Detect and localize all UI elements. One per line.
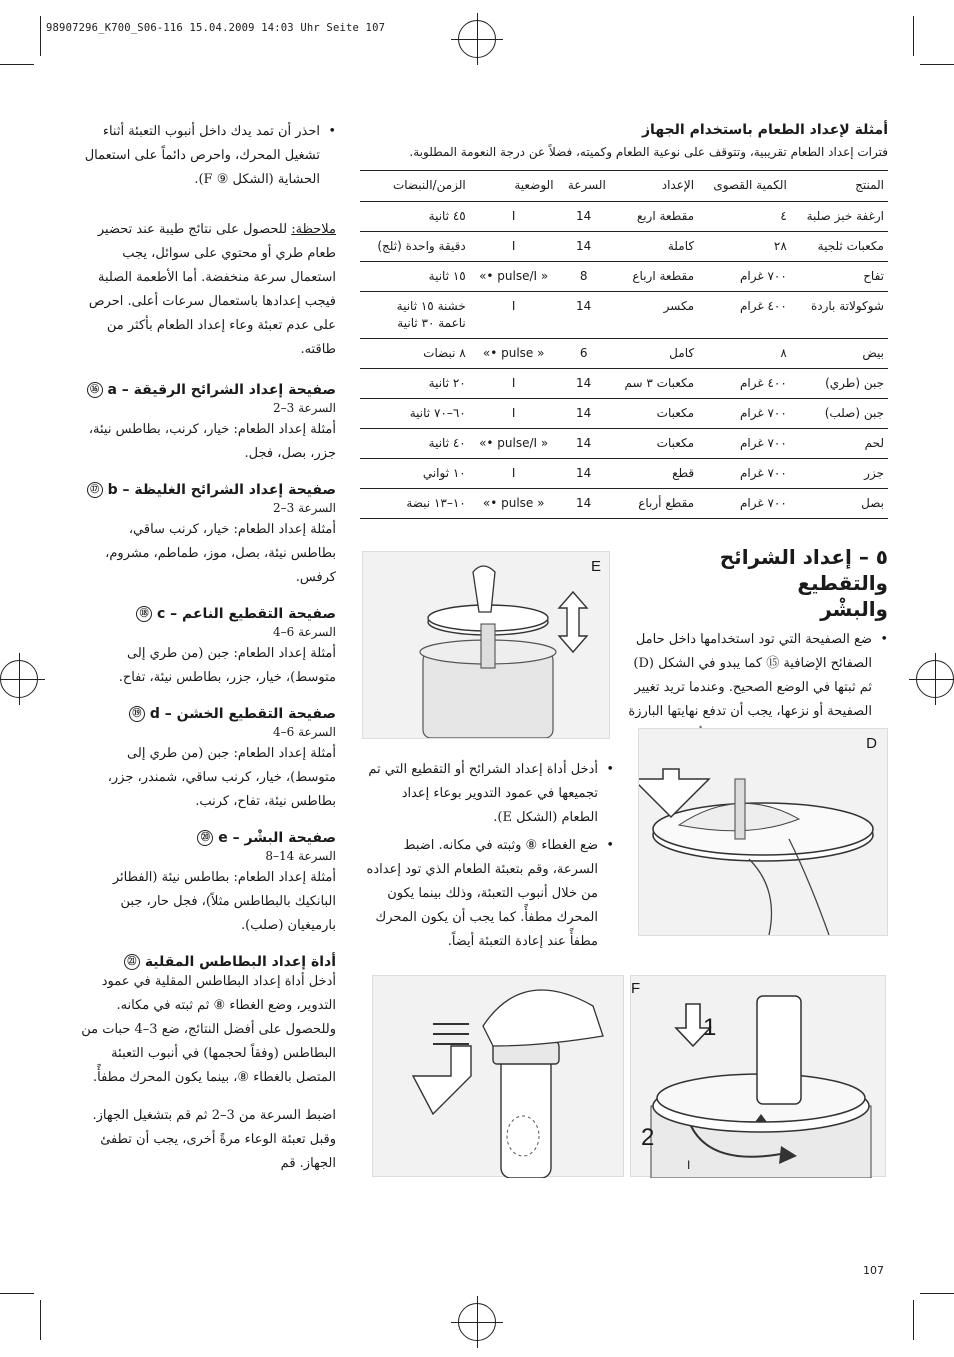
figure-d-illustration: [639, 729, 887, 935]
cell: ٢٨: [698, 232, 791, 262]
examples-subtitle: فترات إعداد الطعام تقريبية، وتتوقف على نوعية الطعام وكميته، فضلاً عن درجة النعومة المطلوبة.: [409, 145, 888, 159]
ref-number: ⑯: [87, 382, 103, 398]
cell: ١٠–١٣ نبضة: [360, 489, 470, 519]
cell: ٧٠٠ غرام: [698, 489, 791, 519]
col-header: السرعة: [558, 171, 610, 202]
table-row: [360, 399, 888, 429]
cell: جزر: [791, 459, 888, 489]
cell: ٧٠٠ غرام: [698, 459, 791, 489]
cell: خشنة ١٥ ثانية ناعمة ٣٠ ثانية: [360, 292, 470, 339]
cell: 8: [558, 262, 610, 292]
note-text: للحصول على نتائج طيبة عند تحضير طعام طري أو محتوي على سوائل، يجب استعمال سرعة منخفضة. أما الأطعمة الصلبة فيجب إعدادها باستعمال سرعات أعلى. احرص على عدم تعبئة وعاء إعداد الطعام بأكثر من طاقته.: [88, 222, 336, 357]
crop-mark: [913, 1300, 914, 1340]
crop-mark: [920, 1293, 954, 1294]
cell: ١٥ ثانية: [360, 262, 470, 292]
table-header-row: [360, 171, 888, 202]
ref-number: ⑰: [87, 482, 103, 498]
note: [80, 218, 336, 362]
table-row: [360, 262, 888, 292]
section-5-title-line1: ٥ – إعداد الشرائح والتقطيع: [719, 545, 888, 595]
section-5-title-line2: والبشْر: [820, 597, 888, 621]
bullet-text: ضع الصفيحة التي تود استخدامها داخل حامل الصفائح الإضافية ⑮ كما يبدو في الشكل (D) ثم ثبتها في الوضع الصحيح. وعندما تريد تغيير الصفيحة أو نزعها، يجب أن تدفع نهايتها البارزة: [628, 632, 872, 719]
figure-f-right-illustration: [631, 976, 887, 1178]
table-row: [360, 339, 888, 369]
cell: لحم: [791, 429, 888, 459]
cell: ٤٠٠ غرام: [698, 369, 791, 399]
cell: ١٠ ثواني: [360, 459, 470, 489]
figure-e: [362, 551, 610, 739]
cell: « pulse •»: [470, 489, 558, 519]
cell: « pulse/I •»: [470, 429, 558, 459]
crop-mark: [40, 16, 41, 56]
figure-e-illustration: [363, 552, 609, 738]
cell: ٤: [698, 202, 791, 232]
cell: تفاح: [791, 262, 888, 292]
bullet-dot: •: [606, 762, 614, 777]
table-row: [360, 459, 888, 489]
cell: ٦٠–٧٠ ثانية: [360, 399, 470, 429]
cell: ٤٠٠ غرام: [698, 292, 791, 339]
figure-f-right-panel: [630, 975, 886, 1177]
bullet-warning: [80, 120, 336, 192]
cell: I: [470, 232, 558, 262]
cell: 14: [558, 459, 610, 489]
crop-mark: [0, 1293, 34, 1294]
figure-d: [638, 728, 888, 936]
registration-mark: [458, 20, 496, 58]
bullet-dot: •: [606, 838, 614, 853]
ref-number: ⑳: [197, 830, 213, 846]
cell: ٤٠ ثانية: [360, 429, 470, 459]
figure-f: [372, 975, 886, 1177]
cell: 14: [558, 369, 610, 399]
disc-section-c: [80, 606, 336, 690]
cell: I: [470, 202, 558, 232]
table-row: [360, 292, 888, 339]
examples-title: أمثلة لإعداد الطعام باستخدام الجهاز: [642, 122, 888, 138]
cell: I: [470, 459, 558, 489]
cell: مقطع أرباع: [610, 489, 698, 519]
crop-mark: [920, 64, 954, 65]
cell: « pulse/I •»: [470, 262, 558, 292]
disc-section-a: [80, 382, 336, 466]
cell: مكعبات ثلجية: [791, 232, 888, 262]
examples-table: [360, 170, 888, 519]
col-header: الزمن/النبضات: [360, 171, 470, 202]
examples-heading: [360, 122, 888, 162]
note-label: ملاحظة:: [291, 222, 336, 237]
registration-mark: [0, 660, 38, 698]
section-5-bullet-3: [362, 834, 614, 954]
cell: كامل: [610, 339, 698, 369]
speed-text: السرعة 6–4: [272, 725, 336, 739]
cell: 14: [558, 489, 610, 519]
ref-number: ⑱: [136, 606, 152, 622]
cell: جبن (صلب): [791, 399, 888, 429]
disc-section-b: [80, 482, 336, 590]
cell: ٤٥ ثانية: [360, 202, 470, 232]
cell: ٢٠ ثانية: [360, 369, 470, 399]
bullet-warning-text: احذر أن تمد يدك داخل أنبوب التعبئة أثناء تشغيل المحرك، واحرص دائماً على استعمال الحشاية (الشكل ⑨ F).: [84, 124, 320, 187]
cell: 14: [558, 429, 610, 459]
section-5-title: [626, 544, 888, 622]
section-title: صفيحة إعداد الشرائح الغليظة – b ⑰: [80, 482, 336, 498]
figure-label-e: E: [590, 558, 601, 575]
disc-section-d: [80, 706, 336, 814]
section-5: [626, 544, 888, 748]
cell: مقطعة ارباع: [610, 262, 698, 292]
disc-section-e: [80, 830, 336, 938]
table-row: [360, 489, 888, 519]
figure-label-f: F: [631, 980, 641, 997]
table-row: [360, 369, 888, 399]
speed-text: السرعة 3–2: [272, 401, 336, 415]
bullet-text: ضع الغطاء ⑧ وثبته في مكانه. اضبط السرعة، وقم بتعبئة الطعام الذي تود إعداده من خلال أنبوب التعبئة، وذلك بينما يكون المحرك مطفأً. كما يجب أن يكون المحرك مطفأً عند إعادة التعبئة أيضاً.: [366, 838, 598, 949]
cell: I: [470, 399, 558, 429]
table-row: [360, 202, 888, 232]
cell: ٧٠٠ غرام: [698, 429, 791, 459]
section-text: أمثلة إعداد الطعام: خيار، كرنب ساقي، بطاطس نيئة، بصل، موز، طماطم، مشروم، كرفس.: [105, 522, 336, 585]
cell: مقطعة اربع: [610, 202, 698, 232]
cell: 14: [558, 399, 610, 429]
ref-number: ㉑: [124, 954, 140, 970]
figure-label-d: D: [866, 735, 877, 752]
cell: 14: [558, 232, 610, 262]
cell: مكسر: [610, 292, 698, 339]
section-text: أمثلة إعداد الطعام: بطاطس نيئة (الفطائر البانكيك بالبطاطس مثلاً)، فجل حار، جبن بارميغيان (صلب).: [112, 870, 336, 933]
cell: دقيقة واحدة (ثلج): [360, 232, 470, 262]
cell: 6: [558, 339, 610, 369]
fries-text: أدخل أداة إعداد البطاطس المقلية في عمود التدوير، وضع الغطاء ⑧ ثم ثبته في مكانه. وللحصول على أفضل النتائج، ضع 3–4 حبات من البطاطس (وفقاً لحجمها) في أنبوب التعبئة المتصل بالغطاء ⑧، بينما يكون المحرك مطفأً.: [81, 974, 336, 1085]
crop-mark: [40, 1300, 41, 1340]
crop-mark: [0, 64, 34, 65]
section-title: صفيحة البشْر – e ⑳: [80, 830, 336, 846]
bullet-dot: •: [880, 632, 888, 647]
cell: I: [470, 369, 558, 399]
page-number: 107: [863, 1264, 884, 1277]
cell: قطع: [610, 459, 698, 489]
section-text: أمثلة إعداد الطعام: جبن (من طري إلى متوسط)، خيار، جزر، بطاطس نيئة، تفاح.: [118, 646, 336, 685]
cell: شوكولاتة باردة: [791, 292, 888, 339]
cell: ٧٠٠ غرام: [698, 399, 791, 429]
col-header: الكمية القصوى: [698, 171, 791, 202]
cell: 14: [558, 202, 610, 232]
print-header: 98907296_K700_S06-116 15.04.2009 14:03 Uhr Seite 107: [46, 22, 386, 34]
cell: I: [470, 292, 558, 339]
col-header: الوضعية: [470, 171, 558, 202]
cell: 14: [558, 292, 610, 339]
col-header: المنتج: [791, 171, 888, 202]
section-text: أمثلة إعداد الطعام: خيار، كرنب، بطاطس نيئة، جزر، بصل، فجل.: [88, 422, 336, 461]
col-header: الإعداد: [610, 171, 698, 202]
cell: بصل: [791, 489, 888, 519]
section-title: صفيحة التقطيع الناعم – c ⑱: [80, 606, 336, 622]
cell: ٨ نبضات: [360, 339, 470, 369]
cell: « pulse •»: [470, 339, 558, 369]
cell: مكعبات: [610, 399, 698, 429]
step-1-label: 1: [703, 1014, 717, 1041]
cell: كاملة: [610, 232, 698, 262]
section-title: صفيحة إعداد الشرائح الرقيقة – a ⑯: [80, 382, 336, 398]
ref-number: ⑲: [129, 706, 145, 722]
cell: ٨: [698, 339, 791, 369]
registration-mark: [916, 660, 954, 698]
cell: جبن (طري): [791, 369, 888, 399]
table-row: [360, 232, 888, 262]
section-title: أداة إعداد البطاطس المقلية ㉑: [80, 954, 336, 970]
switch-mark: I: [687, 1158, 691, 1172]
speed-text: السرعة 6–4: [272, 625, 336, 639]
bullet-dot: •: [328, 124, 336, 139]
cell: ارغفة خبز صلبة: [791, 202, 888, 232]
registration-mark: [458, 1303, 496, 1341]
figure-f-left-illustration: [373, 976, 625, 1178]
bullet-text: أدخل أداة إعداد الشرائح أو التقطيع التي تم تجميعها في عمود التدوير بوعاء إعداد الطعام (الشكل E).: [368, 762, 598, 825]
fries-text-cont: اضبط السرعة من 3–2 ثم قم بتشغيل الجهاز. وقبل تعبئة الوعاء مرةً أخرى، يجب أن تطفئ الجهاز. قم: [92, 1108, 336, 1171]
cell: بيض: [791, 339, 888, 369]
section-5-bullets: [362, 758, 614, 954]
step-2-label: 2: [641, 1124, 655, 1151]
cell: مكعبات ٣ سم: [610, 369, 698, 399]
left-column: [80, 120, 336, 1176]
speed-text: السرعة 3–2: [272, 501, 336, 515]
section-title: صفيحة التقطيع الخشن – d ⑲: [80, 706, 336, 722]
table-row: [360, 429, 888, 459]
speed-text: السرعة 14–8: [265, 849, 336, 863]
section-5-bullet-2: [362, 758, 614, 830]
cell: مكعبات: [610, 429, 698, 459]
cell: ٧٠٠ غرام: [698, 262, 791, 292]
crop-mark: [913, 16, 914, 56]
section-text: أمثلة إعداد الطعام: جبن (من طري إلى متوسط)، خيار، كرنب ساقي، شمندر، جزر، بطاطس نيئة، تفاح، كرنب.: [107, 746, 336, 809]
figure-f-left-panel: [372, 975, 624, 1177]
fries-section: [80, 954, 336, 1176]
